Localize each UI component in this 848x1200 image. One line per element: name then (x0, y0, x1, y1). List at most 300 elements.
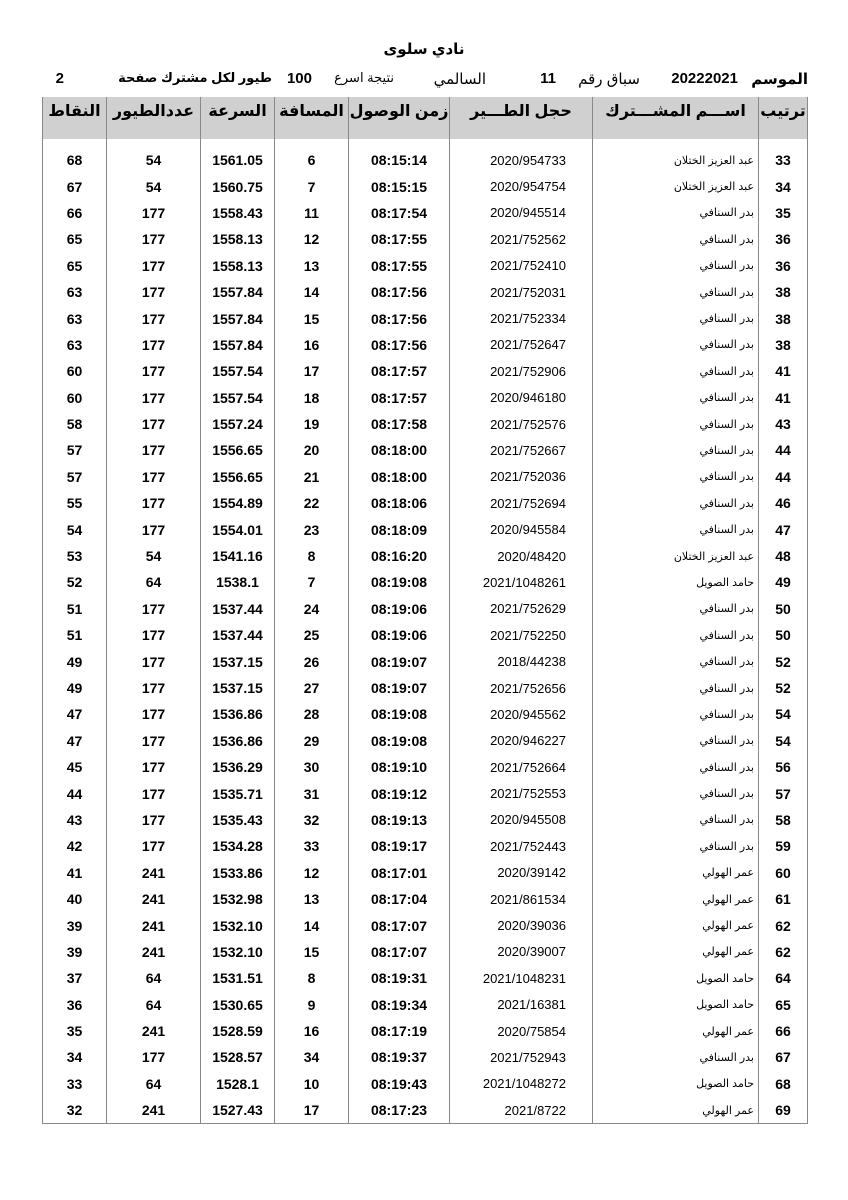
table-row (43, 332, 808, 358)
cell-dist: 14 (275, 912, 349, 938)
cell-birds: 177 (107, 305, 201, 331)
table-row (43, 833, 808, 859)
cell-time: 08:19:37 (349, 1044, 450, 1070)
cell-ring: 2021/752656 (450, 675, 593, 701)
cell-birds: 177 (107, 226, 201, 252)
table-row (43, 622, 808, 648)
table-row (43, 490, 808, 516)
race-location: السالمي (433, 71, 486, 88)
cell-time: 08:18:00 (349, 464, 450, 490)
cell-ring: 2021/752694 (450, 490, 593, 516)
cell-points: 65 (43, 253, 107, 279)
cell-time: 08:17:56 (349, 279, 450, 305)
cell-dist: 20 (275, 437, 349, 463)
cell-dist: 17 (275, 1097, 349, 1124)
cell-dist: 25 (275, 622, 349, 648)
cell-dist: 8 (275, 965, 349, 991)
cell-points: 42 (43, 833, 107, 859)
cell-time: 08:17:07 (349, 912, 450, 938)
cell-time: 08:17:19 (349, 1018, 450, 1044)
cell-name: بدر السنافي (593, 780, 759, 806)
cell-points: 68 (43, 147, 107, 173)
cell-dist: 15 (275, 305, 349, 331)
cell-points: 43 (43, 807, 107, 833)
cell-points: 57 (43, 437, 107, 463)
cell-rank: 59 (759, 833, 808, 859)
cell-name: بدر السنافي (593, 728, 759, 754)
cell-speed: 1557.54 (201, 385, 275, 411)
cell-ring: 2021/861534 (450, 886, 593, 912)
cell-rank: 44 (759, 464, 808, 490)
cell-rank: 65 (759, 992, 808, 1018)
cell-time: 08:17:54 (349, 200, 450, 226)
table-row (43, 516, 808, 542)
cell-ring: 2021/16381 (450, 992, 593, 1018)
cell-name: بدر السنافي (593, 411, 759, 437)
cell-name: بدر السنافي (593, 701, 759, 727)
cell-speed: 1538.1 (201, 569, 275, 595)
cell-rank: 36 (759, 226, 808, 252)
cell-rank: 38 (759, 305, 808, 331)
cell-ring: 2021/1048261 (450, 569, 593, 595)
fastest-count: 100 (286, 70, 312, 87)
table-row (43, 200, 808, 226)
cell-dist: 24 (275, 596, 349, 622)
cell-time: 08:16:20 (349, 543, 450, 569)
cell-speed: 1537.15 (201, 675, 275, 701)
cell-ring: 2020/75854 (450, 1018, 593, 1044)
cell-time: 08:17:55 (349, 226, 450, 252)
table-row (43, 305, 808, 331)
cell-time: 08:18:00 (349, 437, 450, 463)
cell-rank: 57 (759, 780, 808, 806)
cell-name: عبد العزيز الختلان (593, 543, 759, 569)
cell-birds: 177 (107, 596, 201, 622)
cell-dist: 23 (275, 516, 349, 542)
cell-ring: 2021/752410 (450, 253, 593, 279)
cell-dist: 18 (275, 385, 349, 411)
cell-speed: 1536.86 (201, 728, 275, 754)
cell-points: 47 (43, 701, 107, 727)
cell-points: 49 (43, 675, 107, 701)
cell-name: بدر السنافي (593, 437, 759, 463)
table-row (43, 569, 808, 595)
table-row (43, 1071, 808, 1097)
cell-ring: 2021/752443 (450, 833, 593, 859)
cell-time: 08:17:04 (349, 886, 450, 912)
cell-ring: 2020/945584 (450, 516, 593, 542)
table-header-row (43, 97, 808, 139)
cell-speed: 1536.29 (201, 754, 275, 780)
cell-ring: 2021/752629 (450, 596, 593, 622)
table-row (43, 648, 808, 674)
cell-rank: 46 (759, 490, 808, 516)
per-member-label: طيور لكل مشترك صفحة (118, 70, 272, 85)
cell-name: بدر السنافي (593, 675, 759, 701)
cell-name: حامد الصويل (593, 965, 759, 991)
cell-ring: 2021/752553 (450, 780, 593, 806)
cell-dist: 19 (275, 411, 349, 437)
cell-points: 37 (43, 965, 107, 991)
cell-name: عبد العزيز الختلان (593, 173, 759, 199)
cell-dist: 31 (275, 780, 349, 806)
cell-birds: 64 (107, 965, 201, 991)
cell-points: 39 (43, 939, 107, 965)
table-row (43, 358, 808, 384)
cell-speed: 1528.57 (201, 1044, 275, 1070)
cell-speed: 1537.44 (201, 596, 275, 622)
table-row (43, 675, 808, 701)
cell-birds: 177 (107, 437, 201, 463)
cell-speed: 1534.28 (201, 833, 275, 859)
cell-points: 67 (43, 173, 107, 199)
cell-rank: 69 (759, 1097, 808, 1124)
cell-speed: 1535.71 (201, 780, 275, 806)
cell-time: 08:17:01 (349, 860, 450, 886)
cell-dist: 9 (275, 992, 349, 1018)
cell-points: 58 (43, 411, 107, 437)
cell-ring: 2020/945508 (450, 807, 593, 833)
cell-birds: 177 (107, 648, 201, 674)
cell-points: 57 (43, 464, 107, 490)
col-ring-header: حجل الطـــير (450, 97, 593, 139)
cell-points: 63 (43, 332, 107, 358)
cell-birds: 177 (107, 728, 201, 754)
cell-speed: 1528.59 (201, 1018, 275, 1044)
cell-speed: 1531.51 (201, 965, 275, 991)
cell-name: بدر السنافي (593, 226, 759, 252)
cell-speed: 1558.43 (201, 200, 275, 226)
cell-rank: 52 (759, 648, 808, 674)
cell-points: 54 (43, 516, 107, 542)
cell-ring: 2020/48420 (450, 543, 593, 569)
col-member-header: اســـم المشـــترك (593, 97, 759, 139)
cell-name: حامد الصويل (593, 569, 759, 595)
cell-birds: 177 (107, 701, 201, 727)
cell-time: 08:19:08 (349, 701, 450, 727)
cell-speed: 1527.43 (201, 1097, 275, 1124)
cell-name: بدر السنافي (593, 358, 759, 384)
cell-rank: 54 (759, 701, 808, 727)
cell-speed: 1558.13 (201, 226, 275, 252)
cell-dist: 17 (275, 358, 349, 384)
cell-time: 08:17:55 (349, 253, 450, 279)
cell-speed: 1532.98 (201, 886, 275, 912)
cell-name: بدر السنافي (593, 622, 759, 648)
cell-birds: 241 (107, 912, 201, 938)
fastest-label: نتيجة اسرع (334, 70, 394, 85)
cell-time: 08:19:06 (349, 622, 450, 648)
cell-dist: 16 (275, 1018, 349, 1044)
table-row (43, 464, 808, 490)
cell-ring: 2020/945514 (450, 200, 593, 226)
table-row (43, 253, 808, 279)
cell-birds: 64 (107, 1071, 201, 1097)
cell-rank: 36 (759, 253, 808, 279)
cell-rank: 35 (759, 200, 808, 226)
cell-time: 08:17:56 (349, 332, 450, 358)
cell-ring: 2020/946227 (450, 728, 593, 754)
cell-time: 08:19:08 (349, 569, 450, 595)
cell-speed: 1560.75 (201, 173, 275, 199)
cell-name: عمر الهولي (593, 939, 759, 965)
cell-time: 08:17:23 (349, 1097, 450, 1124)
table-row (43, 701, 808, 727)
cell-speed: 1557.54 (201, 358, 275, 384)
cell-rank: 44 (759, 437, 808, 463)
cell-speed: 1556.65 (201, 437, 275, 463)
cell-points: 66 (43, 200, 107, 226)
cell-points: 40 (43, 886, 107, 912)
cell-time: 08:17:56 (349, 305, 450, 331)
cell-birds: 177 (107, 464, 201, 490)
cell-name: بدر السنافي (593, 807, 759, 833)
cell-speed: 1561.05 (201, 147, 275, 173)
cell-ring: 2018/44238 (450, 648, 593, 674)
cell-points: 36 (43, 992, 107, 1018)
cell-dist: 7 (275, 569, 349, 595)
cell-dist: 26 (275, 648, 349, 674)
cell-ring: 2021/752562 (450, 226, 593, 252)
cell-time: 08:19:17 (349, 833, 450, 859)
cell-points: 51 (43, 622, 107, 648)
cell-speed: 1554.01 (201, 516, 275, 542)
season-value: 20222021 (671, 70, 738, 87)
cell-time: 08:19:12 (349, 780, 450, 806)
cell-speed: 1532.10 (201, 939, 275, 965)
table-row (43, 939, 808, 965)
cell-rank: 43 (759, 411, 808, 437)
cell-ring: 2020/39036 (450, 912, 593, 938)
cell-speed: 1537.15 (201, 648, 275, 674)
cell-rank: 52 (759, 675, 808, 701)
table-row (43, 886, 808, 912)
table-row (43, 807, 808, 833)
cell-birds: 177 (107, 411, 201, 437)
cell-time: 08:19:06 (349, 596, 450, 622)
col-speed-header: السرعة (201, 97, 275, 139)
cell-dist: 8 (275, 543, 349, 569)
cell-points: 51 (43, 596, 107, 622)
cell-birds: 177 (107, 1044, 201, 1070)
cell-birds: 177 (107, 385, 201, 411)
cell-points: 45 (43, 754, 107, 780)
cell-dist: 10 (275, 1071, 349, 1097)
cell-name: بدر السنافي (593, 253, 759, 279)
cell-dist: 34 (275, 1044, 349, 1070)
col-rank-header: ترتيب (759, 97, 808, 139)
cell-time: 08:17:07 (349, 939, 450, 965)
cell-points: 52 (43, 569, 107, 595)
cell-points: 34 (43, 1044, 107, 1070)
cell-time: 08:15:15 (349, 173, 450, 199)
cell-name: بدر السنافي (593, 305, 759, 331)
cell-name: عمر الهولي (593, 912, 759, 938)
cell-rank: 54 (759, 728, 808, 754)
cell-ring: 2021/752667 (450, 437, 593, 463)
cell-rank: 64 (759, 965, 808, 991)
results-table (42, 97, 808, 1124)
cell-birds: 177 (107, 253, 201, 279)
cell-name: بدر السنافي (593, 490, 759, 516)
cell-birds: 177 (107, 358, 201, 384)
cell-dist: 27 (275, 675, 349, 701)
cell-birds: 241 (107, 886, 201, 912)
cell-ring: 2020/39142 (450, 860, 593, 886)
cell-rank: 49 (759, 569, 808, 595)
cell-points: 33 (43, 1071, 107, 1097)
cell-dist: 13 (275, 253, 349, 279)
cell-birds: 177 (107, 807, 201, 833)
cell-birds: 241 (107, 860, 201, 886)
table-row (43, 437, 808, 463)
cell-name: بدر السنافي (593, 1044, 759, 1070)
race-number: 11 (540, 70, 556, 87)
cell-name: عمر الهولي (593, 860, 759, 886)
table-row (43, 411, 808, 437)
cell-time: 08:17:58 (349, 411, 450, 437)
cell-points: 32 (43, 1097, 107, 1124)
cell-rank: 48 (759, 543, 808, 569)
cell-speed: 1530.65 (201, 992, 275, 1018)
cell-points: 49 (43, 648, 107, 674)
cell-birds: 241 (107, 939, 201, 965)
cell-name: عبد العزيز الختلان (593, 147, 759, 173)
table-row (43, 279, 808, 305)
cell-ring: 2021/1048272 (450, 1071, 593, 1097)
col-distance-header: المسافة (275, 97, 349, 139)
cell-birds: 64 (107, 569, 201, 595)
cell-ring: 2021/1048231 (450, 965, 593, 991)
cell-birds: 177 (107, 516, 201, 542)
cell-birds: 177 (107, 833, 201, 859)
cell-rank: 50 (759, 622, 808, 648)
cell-rank: 33 (759, 147, 808, 173)
cell-time: 08:18:09 (349, 516, 450, 542)
col-arrival-header: زمن الوصول (349, 97, 450, 139)
cell-rank: 47 (759, 516, 808, 542)
cell-ring: 2020/954733 (450, 147, 593, 173)
table-row (43, 147, 808, 173)
cell-dist: 11 (275, 200, 349, 226)
cell-dist: 32 (275, 807, 349, 833)
table-row (43, 860, 808, 886)
cell-points: 63 (43, 279, 107, 305)
cell-dist: 30 (275, 754, 349, 780)
table-row (43, 173, 808, 199)
cell-time: 08:19:43 (349, 1071, 450, 1097)
cell-birds: 177 (107, 332, 201, 358)
cell-time: 08:18:06 (349, 490, 450, 516)
race-label: سباق رقم (578, 71, 640, 88)
cell-rank: 62 (759, 912, 808, 938)
cell-points: 41 (43, 860, 107, 886)
cell-rank: 56 (759, 754, 808, 780)
cell-dist: 12 (275, 860, 349, 886)
cell-name: بدر السنافي (593, 279, 759, 305)
cell-birds: 241 (107, 1018, 201, 1044)
cell-time: 08:17:57 (349, 358, 450, 384)
cell-points: 39 (43, 912, 107, 938)
cell-ring: 2020/946180 (450, 385, 593, 411)
table-row (43, 992, 808, 1018)
cell-name: عمر الهولي (593, 1097, 759, 1124)
season-label: الموسم (751, 71, 808, 88)
cell-dist: 7 (275, 173, 349, 199)
cell-dist: 15 (275, 939, 349, 965)
cell-rank: 58 (759, 807, 808, 833)
cell-name: بدر السنافي (593, 833, 759, 859)
cell-speed: 1528.1 (201, 1071, 275, 1097)
cell-speed: 1557.24 (201, 411, 275, 437)
table-row (43, 965, 808, 991)
cell-points: 65 (43, 226, 107, 252)
cell-ring: 2021/752664 (450, 754, 593, 780)
cell-birds: 177 (107, 490, 201, 516)
cell-birds: 177 (107, 780, 201, 806)
cell-rank: 38 (759, 279, 808, 305)
cell-rank: 41 (759, 385, 808, 411)
cell-birds: 177 (107, 754, 201, 780)
cell-ring: 2021/752036 (450, 464, 593, 490)
cell-dist: 28 (275, 701, 349, 727)
cell-ring: 2021/752031 (450, 279, 593, 305)
cell-time: 08:17:57 (349, 385, 450, 411)
cell-speed: 1556.65 (201, 464, 275, 490)
cell-name: بدر السنافي (593, 596, 759, 622)
table-row (43, 754, 808, 780)
cell-speed: 1557.84 (201, 279, 275, 305)
cell-rank: 50 (759, 596, 808, 622)
cell-speed: 1535.43 (201, 807, 275, 833)
cell-birds: 177 (107, 622, 201, 648)
cell-dist: 29 (275, 728, 349, 754)
cell-speed: 1557.84 (201, 332, 275, 358)
cell-time: 08:19:08 (349, 728, 450, 754)
cell-ring: 2021/752576 (450, 411, 593, 437)
cell-points: 60 (43, 385, 107, 411)
cell-ring: 2020/954754 (450, 173, 593, 199)
table-row (43, 912, 808, 938)
cell-time: 08:19:07 (349, 648, 450, 674)
cell-birds: 54 (107, 147, 201, 173)
cell-rank: 41 (759, 358, 808, 384)
cell-rank: 60 (759, 860, 808, 886)
cell-ring: 2021/752906 (450, 358, 593, 384)
cell-points: 35 (43, 1018, 107, 1044)
cell-ring: 2021/8722 (450, 1097, 593, 1124)
cell-dist: 21 (275, 464, 349, 490)
cell-time: 08:15:14 (349, 147, 450, 173)
cell-name: عمر الهولي (593, 886, 759, 912)
cell-time: 08:19:07 (349, 675, 450, 701)
cell-time: 08:19:10 (349, 754, 450, 780)
cell-dist: 6 (275, 147, 349, 173)
race-info-line (44, 70, 808, 90)
table-row (43, 780, 808, 806)
cell-rank: 61 (759, 886, 808, 912)
cell-rank: 38 (759, 332, 808, 358)
club-title: نادي سلوى (383, 41, 465, 58)
col-birds-header: عددالطيور (107, 97, 201, 139)
cell-dist: 22 (275, 490, 349, 516)
cell-name: بدر السنافي (593, 754, 759, 780)
cell-birds: 54 (107, 173, 201, 199)
cell-points: 53 (43, 543, 107, 569)
cell-points: 44 (43, 780, 107, 806)
col-points-header: النقاط (43, 97, 107, 139)
cell-speed: 1537.44 (201, 622, 275, 648)
